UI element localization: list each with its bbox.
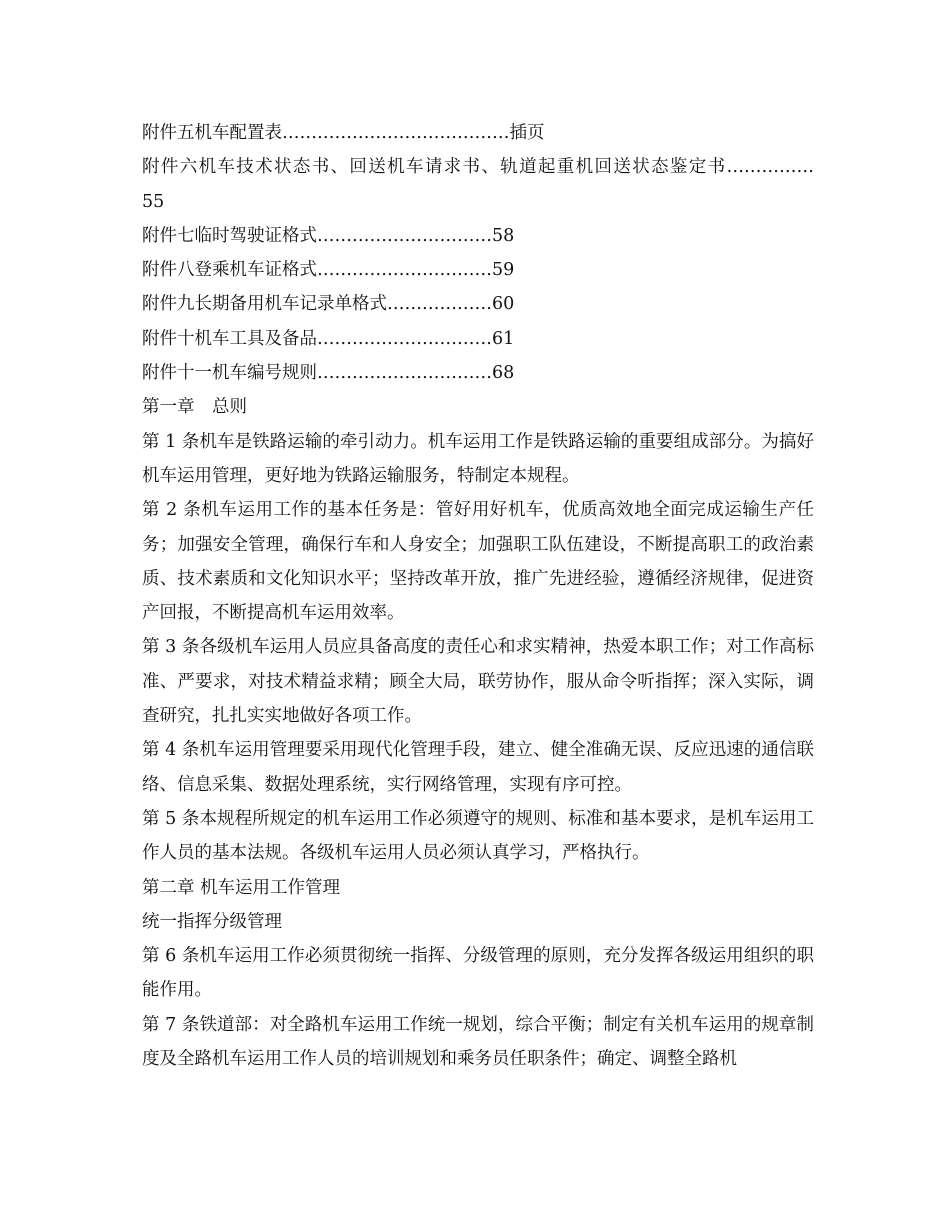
article-paragraph: 第 3 条各级机车运用人员应具备高度的责任心和求实精神，热爱本职工作；对工作高标准、严要求，对技术精益求精；顾全大局，联劳协作，服从命令听指挥；深入实际，调查研究，扎扎实实地做好各项工作。 <box>142 637 814 727</box>
article-paragraph: 第 5 条本规程所规定的机车运用工作必须遵守的规则、标准和基本要求，是机车运用工作人员的基本法规。各级机车运用人员必须认真学习，严格执行。 <box>142 808 814 864</box>
toc-entry: 附件九长期备用机车记录单格式………………60 <box>142 294 515 315</box>
toc-entry: 附件五机车配置表…………………………………插页 <box>142 123 545 143</box>
article-paragraph: 第 4 条机车运用管理要采用现代化管理手段，建立、健全准确无误、反应迅速的通信联络、信息采集、数据处理系统，实行网络管理，实现有序可控。 <box>142 740 814 795</box>
chapter-heading: 第一章 总则 <box>142 397 247 418</box>
document-page <box>142 116 814 1076</box>
toc-entry: 55 <box>142 191 165 212</box>
article-paragraph: 第 1 条机车是铁路运输的牵引动力。机车运用工作是铁路运输的重要组成部分。为搞好机车运用管理，更好地为铁路运输服务，特制定本规程。 <box>142 431 814 486</box>
toc-entry: 附件八登乘机车证格式…………………………59 <box>142 260 515 281</box>
article-paragraph: 第 7 条铁道部：对全路机车运用工作统一规划，综合平衡；制定有关机车运用的规章制度及全路机车运用工作人员的培训规划和乘务员任职条件；确定、调整全路机 <box>142 1014 814 1070</box>
chapter-heading: 第二章 机车运用工作管理 <box>142 877 341 898</box>
toc-entry: 附件六机车技术状态书、回送机车请求书、轨道起重机回送状态鉴定书…………… <box>142 157 814 178</box>
toc-entry: 附件十机车工具及备品…………………………61 <box>142 328 515 349</box>
article-paragraph: 第 6 条机车运用工作必须贯彻统一指挥、分级管理的原则，充分发挥各级运用组织的职能作用。 <box>142 946 814 1001</box>
article-paragraph: 第 2 条机车运用工作的基本任务是：管好用好机车，优质高效地全面完成运输生产任务；加强安全管理，确保行车和人身安全；加强职工队伍建设，不断提高职工的政治素质、技术素质和文化知识水平；坚持改革开放，推广先进经验，遵循经济规律，促进资产回报，不断提高机车运用效率。 <box>142 500 814 624</box>
section-heading: 统一指挥分级管理 <box>142 911 282 932</box>
toc-entry: 附件七临时驾驶证格式…………………………58 <box>142 225 515 246</box>
toc-entry: 附件十一机车编号规则…………………………68 <box>142 363 515 384</box>
